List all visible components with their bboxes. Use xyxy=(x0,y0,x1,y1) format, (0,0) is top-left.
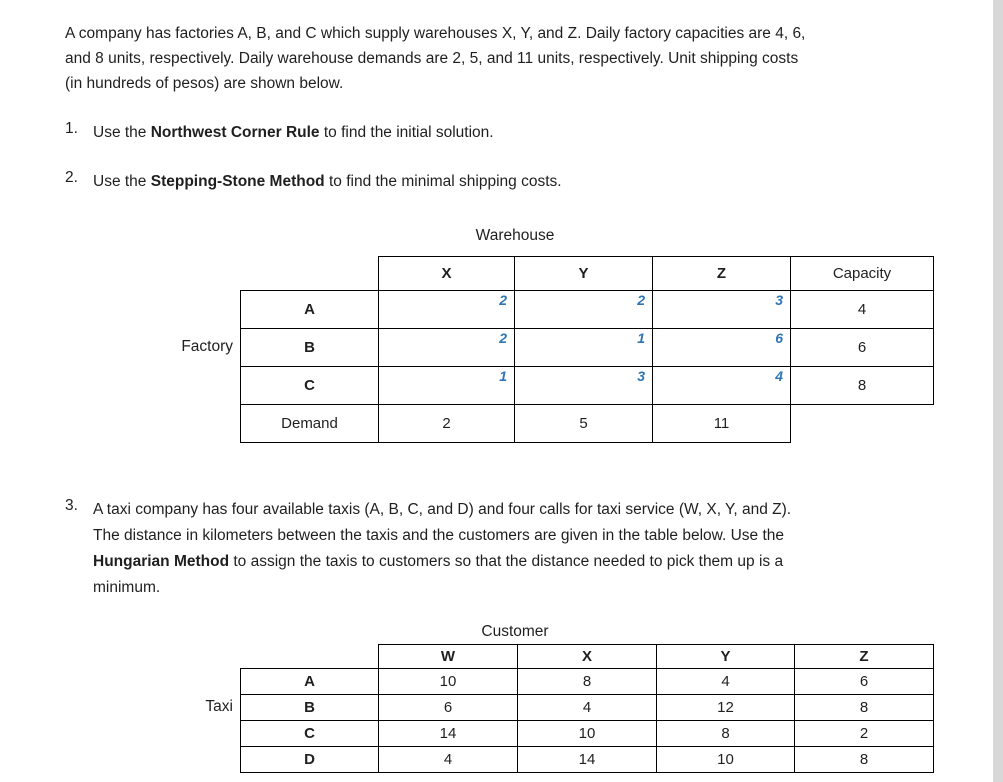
cost-cell-a-y xyxy=(515,291,653,329)
cost-value: 1 xyxy=(499,368,507,384)
problem-3-number: 3. xyxy=(65,497,78,514)
customer-group-label: Customer xyxy=(481,623,549,640)
demand-value-x: 2 xyxy=(379,405,515,443)
col-header-x: X xyxy=(379,257,515,291)
cost-cell-c-x xyxy=(379,367,515,405)
problem-2-pre: Use the xyxy=(93,173,151,190)
problem-1-post: to find the initial solution. xyxy=(319,124,494,141)
taxi-row-c xyxy=(241,721,934,747)
cost-value: 2 xyxy=(499,292,507,308)
cost-value: 1 xyxy=(637,330,645,346)
problem-3-line-2: The distance in kilometers between the taxis and the customers are given in the table below. Use the xyxy=(93,527,784,544)
problem-3-bold-phrase: Hungarian Method xyxy=(93,553,230,570)
distance-a-y: 4 xyxy=(657,669,795,695)
factory-row-b xyxy=(241,329,934,367)
cost-value: 6 xyxy=(775,330,783,346)
distance-b-x: 4 xyxy=(518,695,657,721)
problem-2 xyxy=(65,169,562,194)
distance-d-w: 4 xyxy=(379,747,518,773)
col-header-x: X xyxy=(518,645,657,669)
capacity-header: Capacity xyxy=(791,257,934,291)
distance-d-x: 14 xyxy=(518,747,657,773)
cost-value: 2 xyxy=(499,330,507,346)
missing-corner-cell xyxy=(791,405,934,443)
transportation-section xyxy=(65,226,935,448)
intro-paragraph xyxy=(65,21,805,96)
factory-row-c xyxy=(241,367,934,405)
cost-value: 4 xyxy=(775,368,783,384)
cost-cell-b-z xyxy=(653,329,791,367)
problem-3-line-1: A taxi company has four available taxis (A, B, C, and D) and four calls for taxi service (W, X, Y, and Z). xyxy=(93,501,792,518)
demand-value-y: 5 xyxy=(515,405,653,443)
intro-line-2: and 8 units, respectively. Daily warehouse demands are 2, 5, and 11 units, respectively. Unit shipping costs xyxy=(65,50,799,67)
distance-b-y: 12 xyxy=(657,695,795,721)
taxi-table xyxy=(240,644,934,773)
cost-cell-a-x xyxy=(379,291,515,329)
corner-blank-cell xyxy=(241,645,379,669)
capacity-value-b: 6 xyxy=(791,329,934,367)
row-label-c: C xyxy=(241,367,379,405)
col-header-y: Y xyxy=(515,257,653,291)
cost-value: 2 xyxy=(637,292,645,308)
taxi-section xyxy=(65,620,935,775)
distance-c-z: 2 xyxy=(795,721,934,747)
distance-b-w: 6 xyxy=(379,695,518,721)
row-label-b: B xyxy=(241,329,379,367)
taxi-row-a xyxy=(241,669,934,695)
demand-row xyxy=(241,405,934,443)
distance-d-y: 10 xyxy=(657,747,795,773)
factory-side-label: Factory xyxy=(181,338,233,355)
distance-a-z: 6 xyxy=(795,669,934,695)
problem-2-number: 2. xyxy=(65,169,78,186)
distance-c-x: 10 xyxy=(518,721,657,747)
problem-2-text xyxy=(93,169,562,194)
cost-cell-c-z xyxy=(653,367,791,405)
demand-label: Demand xyxy=(241,405,379,443)
problem-1-pre: Use the xyxy=(93,124,151,141)
problem-1 xyxy=(65,120,494,145)
taxi-header-row xyxy=(241,645,934,669)
distance-a-w: 10 xyxy=(379,669,518,695)
intro-line-1: A company has factories A, B, and C which supply warehouses X, Y, and Z. Daily factory capacities are 4, 6, xyxy=(65,25,806,42)
distance-d-z: 8 xyxy=(795,747,934,773)
problem-1-number: 1. xyxy=(65,120,78,137)
col-header-w: W xyxy=(379,645,518,669)
row-label-a: A xyxy=(241,291,379,329)
cost-value: 3 xyxy=(775,292,783,308)
cost-cell-c-y xyxy=(515,367,653,405)
window-edge-strip xyxy=(993,0,1003,782)
col-header-z: Z xyxy=(795,645,934,669)
distance-c-w: 14 xyxy=(379,721,518,747)
distance-c-y: 8 xyxy=(657,721,795,747)
row-label-a: A xyxy=(241,669,379,695)
distance-a-x: 8 xyxy=(518,669,657,695)
cost-cell-b-x xyxy=(379,329,515,367)
intro-line-3: (in hundreds of pesos) are shown below. xyxy=(65,75,344,92)
cost-cell-b-y xyxy=(515,329,653,367)
taxi-row-b xyxy=(241,695,934,721)
warehouse-group-label: Warehouse xyxy=(475,227,555,244)
problem-3-text xyxy=(93,497,791,601)
row-label-b: B xyxy=(241,695,379,721)
cost-value: 3 xyxy=(637,368,645,384)
factory-row-a xyxy=(241,291,934,329)
problem-1-text xyxy=(93,120,494,145)
problem-3-line-3-rest: to assign the taxis to customers so that the distance needed to pick them up is a xyxy=(229,553,784,570)
problem-2-post: to find the minimal shipping costs. xyxy=(324,173,562,190)
corner-blank-cell xyxy=(241,257,379,291)
row-label-c: C xyxy=(241,721,379,747)
taxi-row-d xyxy=(241,747,934,773)
transportation-table xyxy=(240,256,934,443)
problem-3 xyxy=(65,497,791,601)
transport-header-row xyxy=(241,257,934,291)
problem-3-line-3 xyxy=(93,549,791,575)
taxi-side-label: Taxi xyxy=(205,698,233,715)
capacity-value-c: 8 xyxy=(791,367,934,405)
problem-2-bold-phrase: Stepping-Stone Method xyxy=(150,173,325,190)
problem-1-bold-phrase: Northwest Corner Rule xyxy=(150,124,320,141)
row-label-d: D xyxy=(241,747,379,773)
distance-b-z: 8 xyxy=(795,695,934,721)
col-header-y: Y xyxy=(657,645,795,669)
demand-value-z: 11 xyxy=(653,405,791,443)
col-header-z: Z xyxy=(653,257,791,291)
problem-3-line-4: minimum. xyxy=(93,579,161,596)
capacity-value-a: 4 xyxy=(791,291,934,329)
cost-cell-a-z xyxy=(653,291,791,329)
